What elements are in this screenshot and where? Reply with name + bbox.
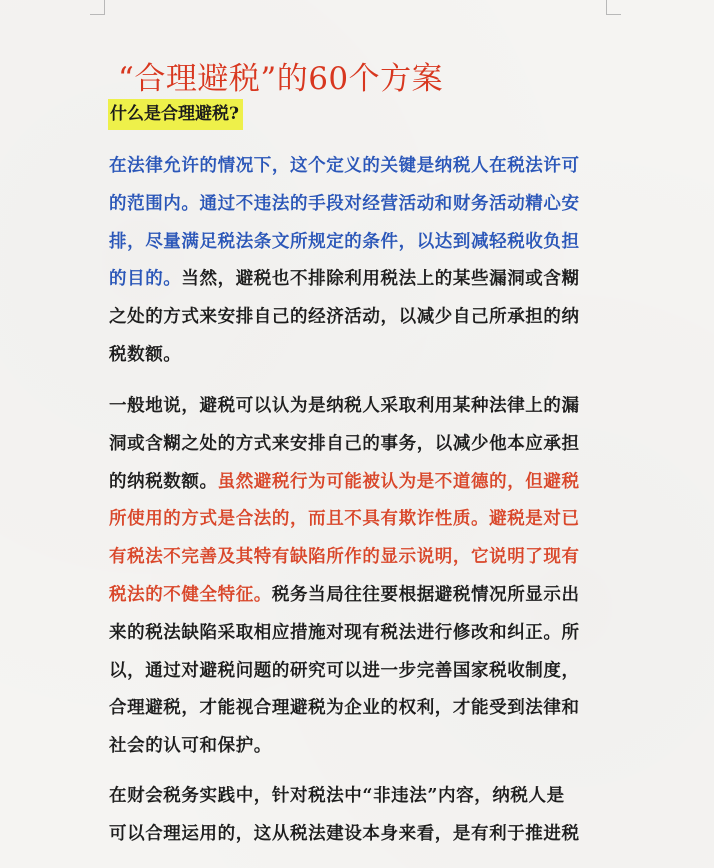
text-segment-black: 来的税法缺陷采取相应措施对现有税法进行修改和纠正。所 xyxy=(109,622,580,643)
text-segment-black: 税数额。 xyxy=(109,344,182,365)
text-segment-blue: 在法律允许的情况下，这个定义的关键是纳税人在税法许可 xyxy=(109,156,580,176)
text-line xyxy=(109,728,609,766)
highlighted-heading: 什么是合理避税? xyxy=(108,99,243,130)
text-line xyxy=(109,615,609,653)
text-segment-red: 税法的不健全特征。 xyxy=(109,584,272,605)
text-segment-black: 合理避税，才能视合理避税为企业的权利，才能受到法律和 xyxy=(109,698,580,719)
text-line xyxy=(109,653,609,691)
page-corner-mark-right xyxy=(606,0,621,15)
text-line xyxy=(109,577,609,615)
text-line xyxy=(109,186,609,224)
document-title: “合理避税”的60个方案 xyxy=(118,60,444,97)
text-line xyxy=(109,261,609,299)
text-segment-black: 可以合理运用的，这从税法建设本身来看，是有利于推进税 xyxy=(109,823,580,844)
paragraph-3 xyxy=(109,778,609,854)
text-segment-blue: 排，尽量满足税法条文所规定的条件，以达到减轻税收负担 xyxy=(109,231,580,252)
paragraph-1 xyxy=(109,148,609,375)
text-segment-blue: 的目的。 xyxy=(109,269,182,290)
text-line xyxy=(109,337,609,375)
text-segment-black: 社会的认可和保护。 xyxy=(109,736,272,757)
text-line xyxy=(109,690,609,728)
text-segment-red: 有税法不完善及其特有缺陷所作的显示说明，它说明了现有 xyxy=(109,547,580,568)
text-segment-red: 虽然避税行为可能被认为是不道德的，但避税 xyxy=(217,471,580,492)
text-line xyxy=(109,778,609,816)
paragraph-2 xyxy=(109,388,609,766)
text-segment-black: 之处的方式来安排自己的经济活动，以减少自己所承担的纳 xyxy=(109,307,580,328)
text-segment-black: 在财会税务实践中，针对税法中“非违法”内容，纳税人是 xyxy=(109,786,565,806)
text-segment-black: 洞或含糊之处的方式来安排自己的事务，以减少他本应承担 xyxy=(109,433,580,454)
text-line xyxy=(109,501,609,539)
text-segment-black: 当然，避税也不排除利用税法上的某些漏洞或含糊 xyxy=(181,269,580,290)
text-line xyxy=(109,464,609,502)
page-corner-mark-left xyxy=(90,0,105,15)
text-segment-black: 的纳税数额。 xyxy=(109,471,218,492)
text-line xyxy=(109,148,609,186)
text-segment-blue: 的范围内。通过不违法的手段对经营活动和财务活动精心安 xyxy=(109,193,580,214)
text-segment-black: 一般地说，避税可以认为是纳税人采取利用某种法律上的漏 xyxy=(109,396,580,416)
text-segment-red: 所使用的方式是合法的，而且不具有欺诈性质。避税是对已 xyxy=(109,509,580,530)
text-line xyxy=(109,388,609,426)
text-line xyxy=(109,299,609,337)
text-line xyxy=(109,539,609,577)
text-segment-black: 税务当局往往要根据避税情况所显示出 xyxy=(271,584,580,605)
text-segment-black: 以，通过对避税问题的研究可以进一步完善国家税收制度， xyxy=(109,660,580,681)
text-line xyxy=(109,816,609,854)
text-line xyxy=(109,224,609,262)
text-line xyxy=(109,426,609,464)
